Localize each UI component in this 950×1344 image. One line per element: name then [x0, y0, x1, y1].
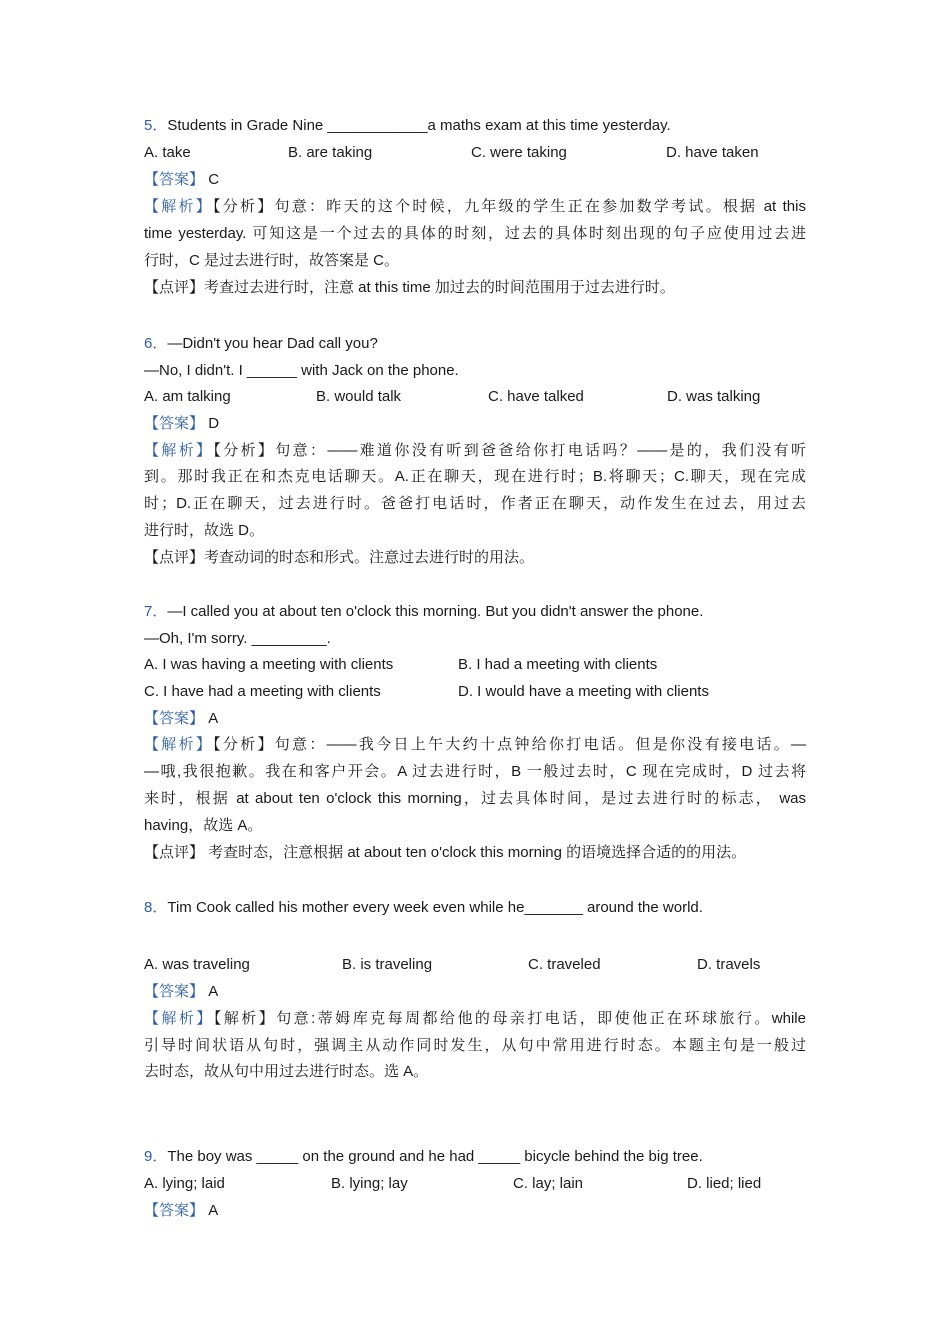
question-7-stem-line: —Oh, I'm sorry. _________.	[144, 630, 331, 647]
question-number: 5．	[144, 117, 168, 134]
question-7-answer	[144, 709, 806, 729]
question-5-answer	[144, 170, 806, 190]
question-9-stem: 9．The boy was _____ on the ground and he had _____ bicycle behind the big tree.	[144, 1148, 703, 1165]
answer-tag: 【答案】	[144, 710, 205, 727]
option-a: A. was traveling	[144, 956, 250, 973]
option-c: C. I have had a meeting with clients	[144, 683, 381, 700]
option-c: C. traveled	[528, 956, 601, 973]
option-b: B. lying; lay	[331, 1175, 408, 1192]
question-6-analysis-line: 时；D.正在聊天，过去进行时。爸爸打电话时，作者正在聊天，动作发生在过去，用过去	[144, 495, 806, 512]
option-b: B. is traveling	[342, 956, 433, 973]
question-number: 9．	[144, 1148, 168, 1165]
question-6-answer	[144, 414, 806, 434]
option-d: D. travels	[697, 956, 761, 973]
option-d: D. I would have a meeting with clients	[458, 683, 709, 700]
answer-value: A	[208, 983, 219, 1000]
question-7-analysis-line: 来时，根据 at about ten o'clock this morning，过去具体时间，是过去进行时的标志， was	[144, 790, 806, 807]
question-number: 6．	[144, 335, 168, 352]
analysis-tag: 【解析】	[144, 442, 214, 459]
question-7-analysis-line: having，故选 A。	[144, 817, 263, 834]
answer-value: A	[208, 710, 219, 727]
analysis-tag: 【解析】	[144, 736, 214, 753]
question-8-analysis-line: 引导时间状语从句时，强调主从动作同时发生，从句中常用进行时态。本题主句是一般过	[144, 1037, 806, 1054]
option-a: A. lying; laid	[144, 1175, 225, 1192]
question-8-analysis-line: 【解析】【解析】句意:蒂姆库克每周都给他的母亲打电话，即使他正在环球旅行。while	[144, 1010, 806, 1027]
option-b: B. would talk	[316, 388, 402, 405]
option-a: A. take	[144, 144, 191, 161]
question-5-analysis-line: time yesterday. 可知这是一个过去的具体的时刻，过去的具体时刻出现的句子应使用过去进	[144, 225, 806, 242]
analysis-tag: 【解析】	[144, 1010, 214, 1027]
answer-tag: 【答案】	[144, 983, 205, 1000]
analysis-tag: 【解析】	[144, 198, 213, 215]
option-d: D. was talking	[667, 388, 761, 405]
question-7-comment: 【点评】 考查时态，注意根据 at about ten o'clock this morning 的语境选择合适的的用法。	[144, 844, 747, 861]
question-5-stem: 5．Students in Grade Nine ____________a maths exam at this time yesterday.	[144, 117, 671, 134]
question-6-analysis-line: 进行时，故选 D。	[144, 522, 265, 539]
answer-value: C	[208, 171, 220, 188]
question-number: 8．	[144, 899, 168, 916]
question-6-analysis-line: 到。那时我正在和杰克电话聊天。A.正在聊天，现在进行时；B.将聊天；C.聊天，现在完成	[144, 468, 806, 485]
answer-tag: 【答案】	[144, 1202, 205, 1219]
option-d: D. have taken	[666, 144, 759, 161]
answer-value: D	[208, 415, 220, 432]
question-7-analysis-line: —哦,我很抱歉。我在和客户开会。A 过去进行时，B 一般过去时，C 现在完成时，D 过去将	[144, 763, 806, 780]
option-b: B. are taking	[288, 144, 373, 161]
option-a: A. am talking	[144, 388, 231, 405]
question-5-comment: 【点评】考查过去进行时，注意 at this time 加过去的时间范围用于过去进行时。	[144, 279, 675, 296]
question-7-stem: 7．—I called you at about ten o'clock this morning. But you didn't answer the phone.	[144, 603, 704, 620]
question-8-answer	[144, 982, 806, 1002]
question-8-stem: 8．Tim Cook called his mother every week even while he_______ around the world.	[144, 899, 703, 916]
option-c: C. were taking	[471, 144, 567, 161]
question-8-analysis-line: 去时态，故从句中用过去进行时态。选 A。	[144, 1063, 429, 1080]
question-6-stem: 6．—Didn't you hear Dad call you?	[144, 335, 378, 352]
option-d: D. lied; lied	[687, 1175, 762, 1192]
question-6-analysis-line: 【解析】【分析】句意：——难道你没有听到爸爸给你打电话吗？——是的，我们没有听	[144, 442, 806, 459]
answer-tag: 【答案】	[144, 171, 205, 188]
option-c: C. have talked	[488, 388, 584, 405]
answer-value: A	[208, 1202, 219, 1219]
answer-tag: 【答案】	[144, 415, 205, 432]
option-c: C. lay; lain	[513, 1175, 584, 1192]
option-b: B. I had a meeting with clients	[458, 656, 658, 673]
question-6-comment: 【点评】考查动词的时态和形式。注意过去进行时的用法。	[144, 549, 535, 566]
option-a: A. I was having a meeting with clients	[144, 656, 394, 673]
question-9-answer	[144, 1201, 806, 1221]
question-number: 7．	[144, 603, 168, 620]
question-5-analysis-line: 【解析】【分析】句意：昨天的这个时候，九年级的学生正在参加数学考试。根据 at this	[144, 198, 806, 215]
question-5-analysis-line: 行时，C 是过去进行时，故答案是 C。	[144, 252, 400, 269]
question-6-stem-line: —No, I didn't. I ______ with Jack on the phone.	[144, 362, 459, 379]
question-7-analysis-line: 【解析】【分析】句意：——我今日上午大约十点钟给你打电话。但是你没有接电话。—	[144, 736, 806, 753]
